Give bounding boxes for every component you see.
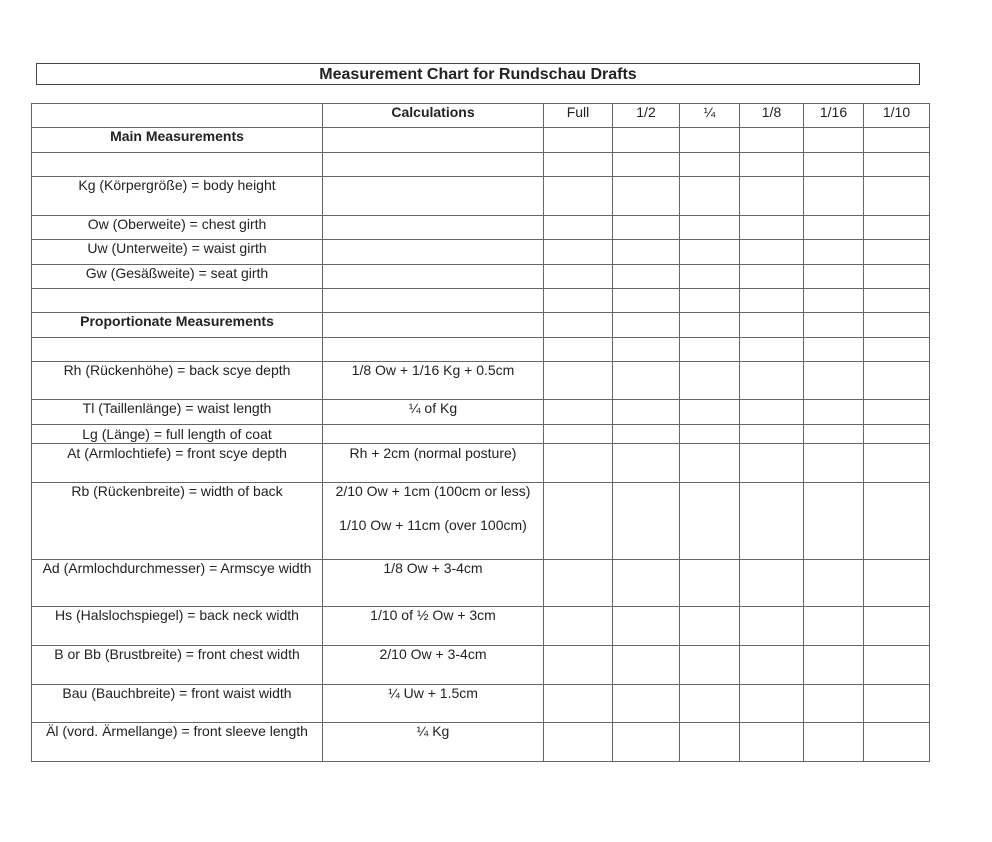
value-cell[interactable] (804, 400, 864, 425)
row-al-calc: ¼ Kg (323, 723, 544, 762)
value-cell[interactable] (613, 177, 680, 216)
value-cell[interactable] (804, 362, 864, 400)
value-cell[interactable] (804, 338, 864, 362)
value-cell[interactable] (544, 313, 613, 338)
value-cell[interactable] (864, 685, 930, 723)
row-ow (32, 216, 930, 240)
value-cell[interactable] (613, 400, 680, 425)
row-bb-label: B or Bb (Brustbreite) = front chest width (32, 646, 323, 685)
value-cell[interactable] (613, 483, 680, 560)
value-cell[interactable] (864, 313, 930, 338)
row-bb-calc: 2/10 Ow + 3-4cm (323, 646, 544, 685)
value-cell[interactable] (544, 444, 613, 483)
value-cell[interactable] (613, 646, 680, 685)
row-tl (32, 400, 930, 425)
value-cell[interactable] (613, 338, 680, 362)
value-cell[interactable] (613, 153, 680, 177)
value-cell[interactable] (740, 646, 804, 685)
value-cell[interactable] (804, 216, 864, 240)
row-at-label: At (Armlochtiefe) = front scye depth (32, 444, 323, 483)
value-cell[interactable] (740, 425, 804, 444)
value-cell[interactable] (544, 240, 613, 265)
value-cell[interactable] (544, 483, 613, 560)
section-main-row (32, 128, 930, 153)
value-cell[interactable] (680, 128, 740, 153)
value-cell[interactable] (740, 483, 804, 560)
row-hs-calc: 1/10 of ½ Ow + 3cm (323, 607, 544, 646)
value-cell[interactable] (544, 560, 613, 607)
row-gw-label: Gw (Gesäßweite) = seat girth (32, 265, 323, 289)
value-cell[interactable] (544, 338, 613, 362)
value-cell[interactable] (680, 560, 740, 607)
value-cell[interactable] (680, 607, 740, 646)
value-cell[interactable] (804, 444, 864, 483)
row-rh (32, 362, 930, 400)
section-proportionate-heading: Proportionate Measurements (32, 313, 323, 338)
row-rh-calc: 1/8 Ow + 1/16 Kg + 0.5cm (323, 362, 544, 400)
row-ad-calc: 1/8 Ow + 3-4cm (323, 560, 544, 607)
value-cell[interactable] (864, 723, 930, 762)
value-cell[interactable] (740, 400, 804, 425)
value-cell[interactable] (613, 607, 680, 646)
value-cell[interactable] (864, 153, 930, 177)
value-cell[interactable] (804, 685, 864, 723)
row-at-calc: Rh + 2cm (normal posture) (323, 444, 544, 483)
row-uw-label: Uw (Unterweite) = waist girth (32, 240, 323, 265)
calc-cell[interactable] (323, 216, 544, 240)
value-cell[interactable] (544, 723, 613, 762)
value-cell[interactable] (544, 289, 613, 313)
value-cell[interactable] (680, 240, 740, 265)
row-rb-calc (323, 483, 544, 560)
value-cell[interactable] (613, 216, 680, 240)
value-cell[interactable] (544, 128, 613, 153)
header-blank-cell (32, 104, 323, 128)
value-cell[interactable] (680, 313, 740, 338)
value-cell[interactable] (864, 338, 930, 362)
calc-cell[interactable] (323, 128, 544, 153)
row-hs (32, 607, 930, 646)
value-cell[interactable] (544, 685, 613, 723)
row-lg (32, 425, 930, 444)
value-cell[interactable] (864, 483, 930, 560)
value-cell[interactable] (613, 289, 680, 313)
label-cell[interactable] (32, 289, 323, 313)
value-cell[interactable] (613, 560, 680, 607)
row-gw (32, 265, 930, 289)
value-cell[interactable] (804, 265, 864, 289)
value-cell[interactable] (613, 240, 680, 265)
value-cell[interactable] (544, 425, 613, 444)
value-cell[interactable] (864, 240, 930, 265)
calc-cell[interactable] (323, 240, 544, 265)
row-lg-label: Lg (Länge) = full length of coat (32, 425, 323, 444)
col-eighth-header: 1/8 (740, 104, 804, 128)
value-cell[interactable] (680, 265, 740, 289)
col-quarter-header: ¼ (680, 104, 740, 128)
value-cell[interactable] (544, 400, 613, 425)
row-ad-label: Ad (Armlochdurchmesser) = Armscye width (32, 560, 323, 607)
value-cell[interactable] (680, 483, 740, 560)
value-cell[interactable] (740, 444, 804, 483)
value-cell[interactable] (740, 313, 804, 338)
label-cell[interactable] (32, 153, 323, 177)
value-cell[interactable] (804, 425, 864, 444)
value-cell[interactable] (613, 265, 680, 289)
section-proportionate-row (32, 313, 930, 338)
value-cell[interactable] (740, 362, 804, 400)
value-cell[interactable] (864, 289, 930, 313)
value-cell[interactable] (864, 607, 930, 646)
col-full-header: Full (544, 104, 613, 128)
value-cell[interactable] (740, 685, 804, 723)
value-cell[interactable] (613, 444, 680, 483)
value-cell[interactable] (740, 216, 804, 240)
col-tenth-header: 1/10 (864, 104, 930, 128)
blank-row (32, 153, 930, 177)
value-cell[interactable] (864, 128, 930, 153)
value-cell[interactable] (544, 607, 613, 646)
value-cell[interactable] (680, 177, 740, 216)
value-cell[interactable] (804, 607, 864, 646)
value-cell[interactable] (864, 265, 930, 289)
value-cell[interactable] (740, 177, 804, 216)
value-cell[interactable] (864, 560, 930, 607)
value-cell[interactable] (804, 177, 864, 216)
calc-cell[interactable] (323, 425, 544, 444)
blank-row (32, 289, 930, 313)
section-main-heading: Main Measurements (32, 128, 323, 153)
calc-cell[interactable] (323, 265, 544, 289)
calc-cell[interactable] (323, 313, 544, 338)
row-bb (32, 646, 930, 685)
value-cell[interactable] (740, 128, 804, 153)
chart-title: Measurement Chart for Rundschau Drafts (36, 63, 920, 85)
value-cell[interactable] (864, 177, 930, 216)
value-cell[interactable] (804, 313, 864, 338)
value-cell[interactable] (804, 646, 864, 685)
value-cell[interactable] (804, 723, 864, 762)
row-hs-label: Hs (Halslochspiegel) = back neck width (32, 607, 323, 646)
row-ad (32, 560, 930, 607)
row-tl-label: Tl (Taillenlänge) = waist length (32, 400, 323, 425)
value-cell[interactable] (613, 685, 680, 723)
calculations-header: Calculations (323, 104, 544, 128)
value-cell[interactable] (740, 240, 804, 265)
row-al-label: Äl (vord. Ärmellange) = front sleeve length (32, 723, 323, 762)
label-cell[interactable] (32, 338, 323, 362)
blank-row (32, 338, 930, 362)
value-cell[interactable] (864, 216, 930, 240)
value-cell[interactable] (864, 646, 930, 685)
value-cell[interactable] (864, 425, 930, 444)
value-cell[interactable] (680, 153, 740, 177)
row-rh-label: Rh (Rückenhöhe) = back scye depth (32, 362, 323, 400)
value-cell[interactable] (544, 362, 613, 400)
value-cell[interactable] (680, 425, 740, 444)
row-uw (32, 240, 930, 265)
row-bau-calc: ¼ Uw + 1.5cm (323, 685, 544, 723)
value-cell[interactable] (544, 265, 613, 289)
col-sixteenth-header: 1/16 (804, 104, 864, 128)
value-cell[interactable] (544, 153, 613, 177)
value-cell[interactable] (740, 153, 804, 177)
value-cell[interactable] (804, 560, 864, 607)
value-cell[interactable] (680, 400, 740, 425)
value-cell[interactable] (804, 153, 864, 177)
value-cell[interactable] (804, 128, 864, 153)
row-rb-label: Rb (Rückenbreite) = width of back (32, 483, 323, 560)
calc-cell[interactable] (323, 338, 544, 362)
value-cell[interactable] (680, 338, 740, 362)
row-kg (32, 177, 930, 216)
value-cell[interactable] (740, 289, 804, 313)
value-cell[interactable] (740, 265, 804, 289)
measurement-table (31, 103, 930, 762)
value-cell[interactable] (680, 444, 740, 483)
row-ow-label: Ow (Oberweite) = chest girth (32, 216, 323, 240)
header-row (32, 104, 930, 128)
row-rb-calc-line2: 1/10 Ow + 11cm (over 100cm) (339, 517, 527, 533)
value-cell[interactable] (680, 685, 740, 723)
value-cell[interactable] (680, 289, 740, 313)
value-cell[interactable] (740, 560, 804, 607)
row-al (32, 723, 930, 762)
row-rb-calc-line1: 2/10 Ow + 1cm (100cm or less) (335, 483, 531, 499)
row-bau-label: Bau (Bauchbreite) = front waist width (32, 685, 323, 723)
row-tl-calc: ¼ of Kg (323, 400, 544, 425)
value-cell[interactable] (864, 362, 930, 400)
calc-cell[interactable] (323, 153, 544, 177)
value-cell[interactable] (680, 723, 740, 762)
value-cell[interactable] (864, 400, 930, 425)
value-cell[interactable] (680, 362, 740, 400)
calc-cell[interactable] (323, 289, 544, 313)
value-cell[interactable] (680, 216, 740, 240)
value-cell[interactable] (740, 607, 804, 646)
value-cell[interactable] (544, 646, 613, 685)
value-cell[interactable] (804, 289, 864, 313)
value-cell[interactable] (804, 240, 864, 265)
value-cell[interactable] (613, 362, 680, 400)
row-kg-label: Kg (Körpergröße) = body height (32, 177, 323, 216)
row-at (32, 444, 930, 483)
value-cell[interactable] (804, 483, 864, 560)
value-cell[interactable] (740, 338, 804, 362)
row-bau (32, 685, 930, 723)
calc-cell[interactable] (323, 177, 544, 216)
value-cell[interactable] (544, 177, 613, 216)
value-cell[interactable] (864, 444, 930, 483)
value-cell[interactable] (613, 425, 680, 444)
value-cell[interactable] (740, 723, 804, 762)
row-rb (32, 483, 930, 560)
value-cell[interactable] (613, 723, 680, 762)
value-cell[interactable] (613, 313, 680, 338)
value-cell[interactable] (613, 128, 680, 153)
value-cell[interactable] (544, 216, 613, 240)
value-cell[interactable] (680, 646, 740, 685)
col-half-header: 1/2 (613, 104, 680, 128)
